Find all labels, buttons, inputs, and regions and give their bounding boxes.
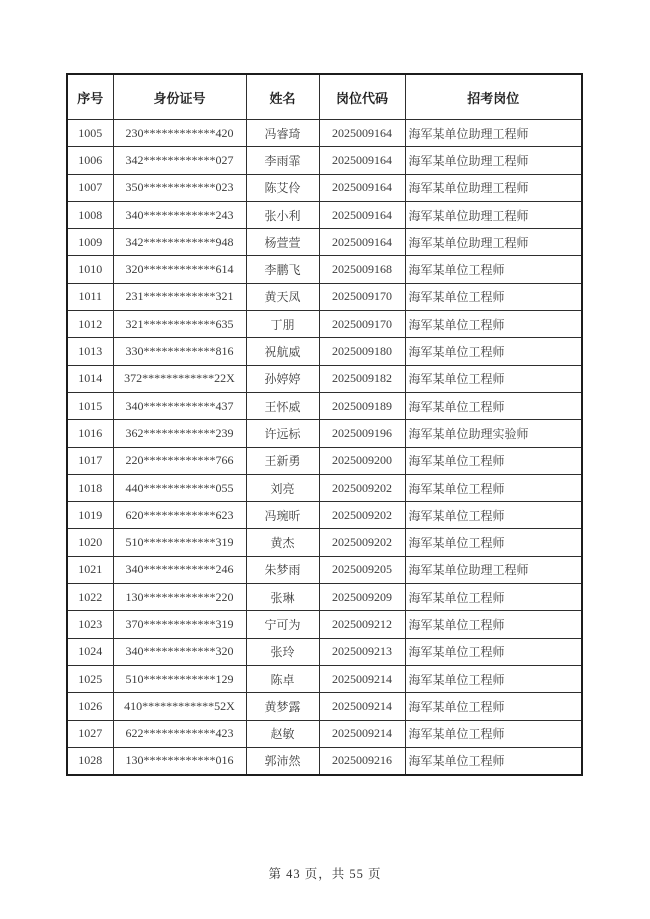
id-number-cell: 622************423 (113, 720, 246, 747)
job-title-cell: 海军某单位工程师 (405, 665, 582, 692)
job-title-cell: 海军某单位助理工程师 (405, 147, 582, 174)
job-title-cell: 海军某单位工程师 (405, 611, 582, 638)
name-cell: 黄梦露 (246, 693, 319, 720)
job-code-cell: 2025009216 (319, 747, 405, 775)
job-code-cell: 2025009202 (319, 529, 405, 556)
name-cell: 黄天凤 (246, 283, 319, 310)
job-title-cell: 海军某单位工程师 (405, 311, 582, 338)
job-code-cell: 2025009202 (319, 502, 405, 529)
job-code-cell: 2025009164 (319, 120, 405, 147)
seq-cell: 1026 (67, 693, 113, 720)
id-number-cell: 372************22X (113, 365, 246, 392)
table-row (67, 120, 582, 147)
name-cell: 陈卓 (246, 665, 319, 692)
job-title-cell: 海军某单位工程师 (405, 720, 582, 747)
seq-cell: 1020 (67, 529, 113, 556)
id-number-cell: 340************437 (113, 392, 246, 419)
name-cell: 冯琬昕 (246, 502, 319, 529)
id-number-cell: 321************635 (113, 311, 246, 338)
name-cell: 朱梦雨 (246, 556, 319, 583)
table-row (67, 720, 582, 747)
seq-cell: 1028 (67, 747, 113, 775)
seq-cell: 1008 (67, 201, 113, 228)
table-row (67, 665, 582, 692)
job-code-cell: 2025009209 (319, 584, 405, 611)
name-cell: 宁可为 (246, 611, 319, 638)
id-number-cell: 340************243 (113, 201, 246, 228)
name-cell: 丁朋 (246, 311, 319, 338)
job-title-cell: 海军某单位工程师 (405, 474, 582, 501)
table-row (67, 283, 582, 310)
job-code-cell: 2025009202 (319, 474, 405, 501)
table-row (67, 147, 582, 174)
job-title-cell: 海军某单位助理工程师 (405, 229, 582, 256)
job-code-cell: 2025009214 (319, 693, 405, 720)
name-cell: 刘亮 (246, 474, 319, 501)
seq-cell: 1016 (67, 420, 113, 447)
job-title-cell: 海军某单位工程师 (405, 529, 582, 556)
name-cell: 赵敏 (246, 720, 319, 747)
id-number-cell: 130************220 (113, 584, 246, 611)
column-header-name: 姓名 (246, 74, 319, 120)
name-cell: 陈艾伶 (246, 174, 319, 201)
job-title-cell: 海军某单位工程师 (405, 338, 582, 365)
seq-cell: 1010 (67, 256, 113, 283)
table-row (67, 229, 582, 256)
job-code-cell: 2025009213 (319, 638, 405, 665)
table-row (67, 502, 582, 529)
id-number-cell: 230************420 (113, 120, 246, 147)
job-title-cell: 海军某单位工程师 (405, 283, 582, 310)
name-cell: 张玲 (246, 638, 319, 665)
column-header-id-number: 身份证号 (113, 74, 246, 120)
name-cell: 郭沛然 (246, 747, 319, 775)
job-code-cell: 2025009182 (319, 365, 405, 392)
job-code-cell: 2025009189 (319, 392, 405, 419)
id-number-cell: 510************319 (113, 529, 246, 556)
table-row (67, 447, 582, 474)
table-row (67, 174, 582, 201)
table-row (67, 201, 582, 228)
seq-cell: 1027 (67, 720, 113, 747)
seq-cell: 1013 (67, 338, 113, 365)
id-number-cell: 362************239 (113, 420, 246, 447)
job-title-cell: 海军某单位工程师 (405, 747, 582, 775)
column-header-job-code: 岗位代码 (319, 74, 405, 120)
job-title-cell: 海军某单位工程师 (405, 447, 582, 474)
seq-cell: 1021 (67, 556, 113, 583)
job-title-cell: 海军某单位工程师 (405, 584, 582, 611)
seq-cell: 1018 (67, 474, 113, 501)
table-row (67, 556, 582, 583)
id-number-cell: 330************816 (113, 338, 246, 365)
job-title-cell: 海军某单位助理工程师 (405, 174, 582, 201)
name-cell: 张琳 (246, 584, 319, 611)
job-title-cell: 海军某单位工程师 (405, 502, 582, 529)
seq-cell: 1005 (67, 120, 113, 147)
id-number-cell: 440************055 (113, 474, 246, 501)
seq-cell: 1022 (67, 584, 113, 611)
job-title-cell: 海军某单位助理实验师 (405, 420, 582, 447)
column-header-seq: 序号 (67, 74, 113, 120)
job-title-cell: 海军某单位工程师 (405, 256, 582, 283)
job-code-cell: 2025009214 (319, 720, 405, 747)
name-cell: 王新勇 (246, 447, 319, 474)
seq-cell: 1015 (67, 392, 113, 419)
seq-cell: 1011 (67, 283, 113, 310)
id-number-cell: 370************319 (113, 611, 246, 638)
name-cell: 黄杰 (246, 529, 319, 556)
job-title-cell: 海军某单位工程师 (405, 392, 582, 419)
table-row (67, 693, 582, 720)
seq-cell: 1014 (67, 365, 113, 392)
job-code-cell: 2025009170 (319, 311, 405, 338)
table-row (67, 611, 582, 638)
name-cell: 祝航威 (246, 338, 319, 365)
job-title-cell: 海军某单位工程师 (405, 693, 582, 720)
table-row (67, 529, 582, 556)
name-cell: 杨萱萱 (246, 229, 319, 256)
column-header-job-title: 招考岗位 (405, 74, 582, 120)
name-cell: 许远标 (246, 420, 319, 447)
page-footer: 第 43 页，共 55 页 (268, 867, 382, 881)
table-body (67, 120, 582, 776)
id-number-cell: 342************948 (113, 229, 246, 256)
job-code-cell: 2025009164 (319, 201, 405, 228)
applicant-table (66, 73, 583, 776)
table-header-row (67, 74, 582, 120)
table-row (67, 338, 582, 365)
table-row (67, 365, 582, 392)
id-number-cell: 350************023 (113, 174, 246, 201)
seq-cell: 1024 (67, 638, 113, 665)
table-row (67, 638, 582, 665)
job-title-cell: 海军某单位助理工程师 (405, 201, 582, 228)
table-row (67, 584, 582, 611)
job-code-cell: 2025009164 (319, 229, 405, 256)
seq-cell: 1023 (67, 611, 113, 638)
job-code-cell: 2025009170 (319, 283, 405, 310)
seq-cell: 1019 (67, 502, 113, 529)
job-code-cell: 2025009164 (319, 174, 405, 201)
seq-cell: 1006 (67, 147, 113, 174)
id-number-cell: 220************766 (113, 447, 246, 474)
table-row (67, 311, 582, 338)
job-code-cell: 2025009214 (319, 665, 405, 692)
seq-cell: 1012 (67, 311, 113, 338)
table-row (67, 747, 582, 775)
name-cell: 王怀威 (246, 392, 319, 419)
seq-cell: 1007 (67, 174, 113, 201)
table-row (67, 420, 582, 447)
job-title-cell: 海军某单位工程师 (405, 365, 582, 392)
job-code-cell: 2025009164 (319, 147, 405, 174)
id-number-cell: 340************246 (113, 556, 246, 583)
id-number-cell: 130************016 (113, 747, 246, 775)
table-row (67, 256, 582, 283)
id-number-cell: 342************027 (113, 147, 246, 174)
name-cell: 冯睿琦 (246, 120, 319, 147)
name-cell: 张小利 (246, 201, 319, 228)
job-code-cell: 2025009196 (319, 420, 405, 447)
job-code-cell: 2025009212 (319, 611, 405, 638)
job-code-cell: 2025009205 (319, 556, 405, 583)
job-code-cell: 2025009200 (319, 447, 405, 474)
id-number-cell: 340************320 (113, 638, 246, 665)
id-number-cell: 231************321 (113, 283, 246, 310)
job-title-cell: 海军某单位助理工程师 (405, 120, 582, 147)
job-code-cell: 2025009180 (319, 338, 405, 365)
seq-cell: 1017 (67, 447, 113, 474)
seq-cell: 1009 (67, 229, 113, 256)
job-title-cell: 海军某单位工程师 (405, 638, 582, 665)
name-cell: 李雨霏 (246, 147, 319, 174)
table-row (67, 392, 582, 419)
job-title-cell: 海军某单位助理工程师 (405, 556, 582, 583)
id-number-cell: 320************614 (113, 256, 246, 283)
id-number-cell: 510************129 (113, 665, 246, 692)
id-number-cell: 620************623 (113, 502, 246, 529)
seq-cell: 1025 (67, 665, 113, 692)
name-cell: 孙婷婷 (246, 365, 319, 392)
job-code-cell: 2025009168 (319, 256, 405, 283)
name-cell: 李鹏飞 (246, 256, 319, 283)
table-row (67, 474, 582, 501)
id-number-cell: 410************52X (113, 693, 246, 720)
